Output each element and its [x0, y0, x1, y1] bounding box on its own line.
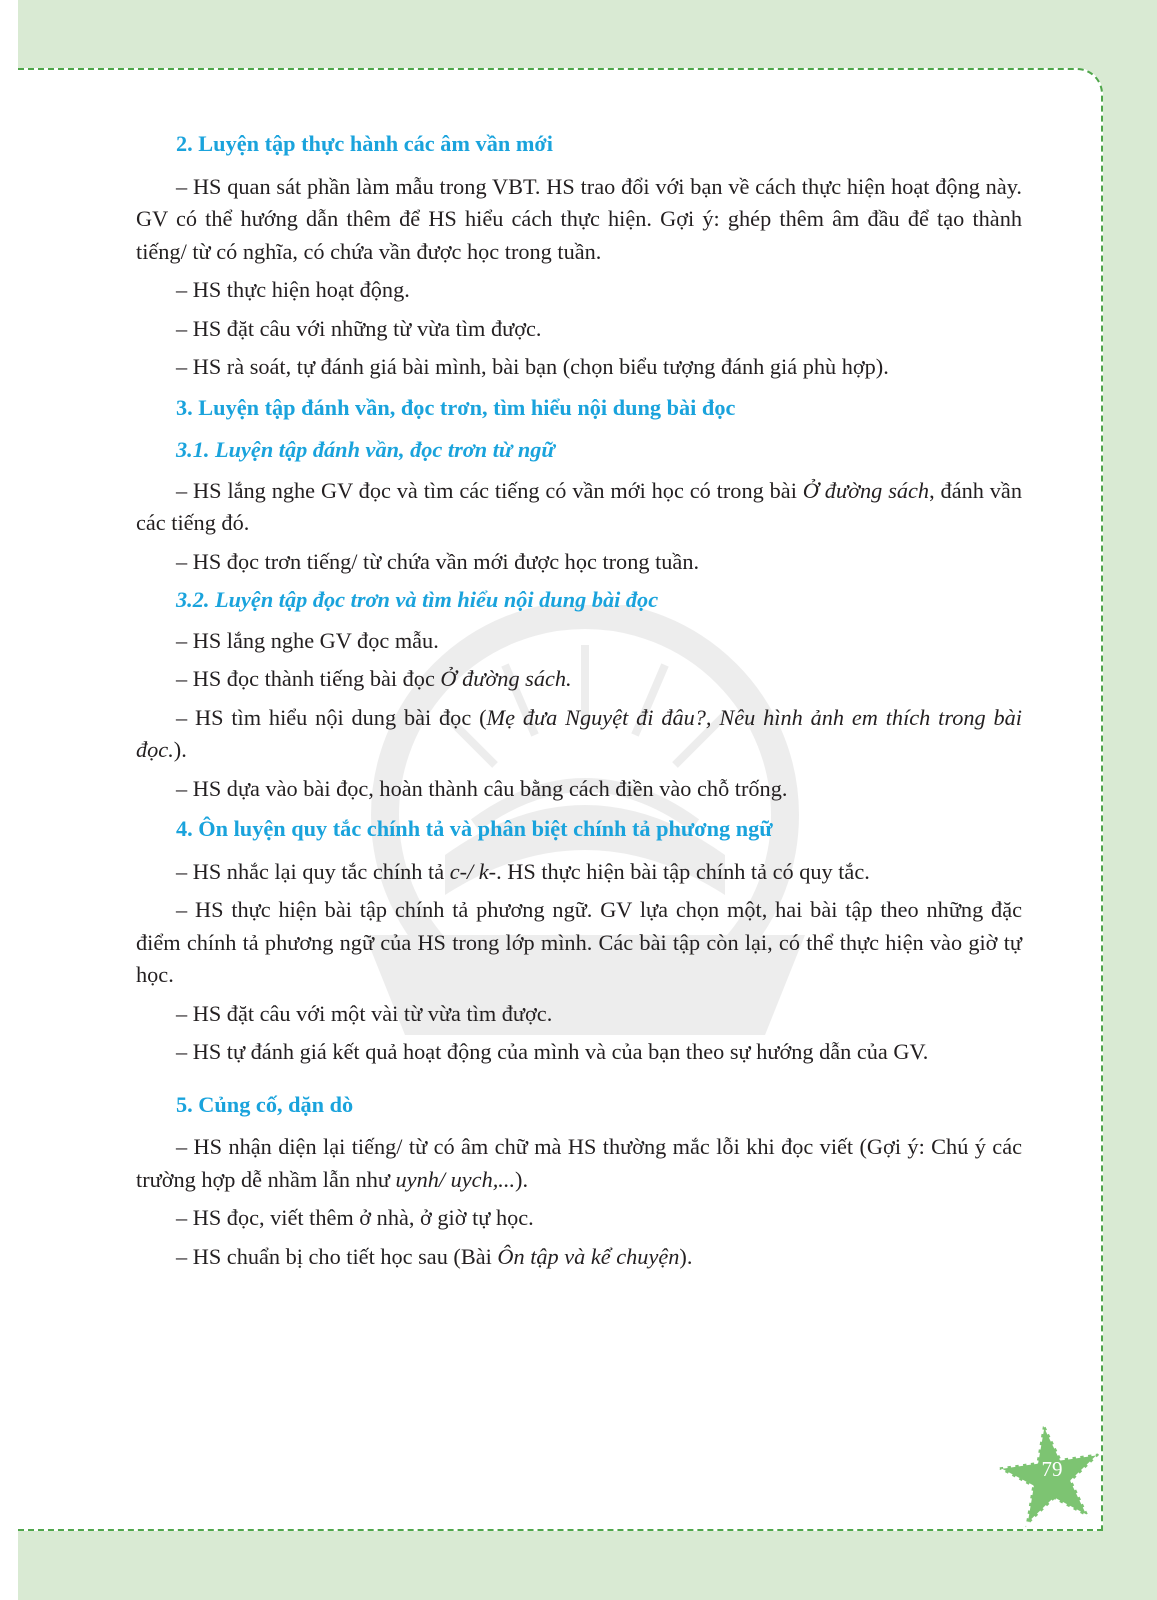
document-body: [136, 120, 1022, 1279]
paragraph: – HS thực hiện hoạt động.: [176, 277, 410, 302]
paragraph: [136, 663, 1022, 696]
paragraph: [136, 856, 1022, 889]
book-title: Ở đường sách: [802, 477, 930, 503]
paragraph: – HS đặt câu với những từ vừa tìm được.: [176, 315, 542, 341]
paragraph: [136, 702, 1022, 767]
paragraph: – HS đọc trơn tiếng/ từ chứa vần mới được học trong tuần.: [176, 548, 700, 574]
paragraph-text: – HS đọc thành tiếng bài đọc: [176, 666, 441, 691]
paragraph: – HS tự đánh giá kết quả hoạt động của mình và của bạn theo sự hướng dẫn của GV.: [176, 1039, 929, 1064]
paragraph: – HS đặt câu với một vài từ vừa tìm được.: [176, 1000, 553, 1026]
paragraph-text: ).: [173, 737, 187, 762]
spelling-rule: c-/ k-: [449, 858, 497, 884]
lesson-title: Ôn tập và kể chuyện: [497, 1243, 680, 1269]
book-title: Ở đường sách.: [440, 666, 572, 691]
section-heading: 3. Luyện tập đánh vần, đọc trơn, tìm hiểu nội dung bài đọc: [176, 394, 736, 420]
paragraph: [136, 1241, 1022, 1274]
paragraph: [136, 1131, 1022, 1196]
paragraph: – HS đọc, viết thêm ở nhà, ở giờ tự học.: [176, 1205, 534, 1230]
section-heading: 5. Củng cố, dặn dò: [176, 1091, 354, 1117]
paragraph: [136, 475, 1022, 540]
paragraph-text: ).: [679, 1243, 693, 1269]
example-text: uynh/ uych,...: [395, 1166, 516, 1192]
paragraph-text: – HS chuẩn bị cho tiết học sau (Bài: [176, 1243, 498, 1269]
paragraph-text: – HS tìm hiểu nội dung bài đọc (: [176, 704, 487, 730]
paragraph: – HS lắng nghe GV đọc mẫu.: [176, 627, 439, 653]
paragraph-text: . HS thực hiện bài tập chính tả có quy tắc.: [496, 858, 870, 884]
paragraph: – HS quan sát phần làm mẫu trong VBT. HS trao đổi với bạn về cách thực hiện hoạt động này. GV có thể hướng dẫn thêm để HS hiểu cách thực hiện. Gợi ý: ghép thêm âm đầu để tạo thành tiếng/ từ có nghĩa, có chứa vần được học trong tuần.: [136, 173, 1022, 264]
paragraph-text: – HS lắng nghe GV đọc và tìm các tiếng có vần mới học có trong bài: [176, 477, 803, 503]
section-heading: 4. Ôn luyện quy tắc chính tả và phân biệt chính tả phương ngữ: [176, 816, 773, 841]
paragraph-text: – HS nhận diện lại tiếng/ từ có âm chữ mà HS thường mắc lỗi khi đọc viết (Gợi ý: Chú ý các trường hợp dễ nhầm lẫn như: [136, 1134, 1022, 1192]
page-number: 79: [1041, 1457, 1063, 1481]
paragraph: – HS thực hiện bài tập chính tả phương ngữ. GV lựa chọn một, hai bài tập theo những đặc điểm chính tả phương ngữ của HS trong lớp mình. Các bài tập còn lại, có thể thực hiện vào giờ tự học.: [136, 897, 1022, 987]
paragraph-text: ).: [515, 1166, 529, 1192]
paragraph-text: , đánh vần các tiếng đó.: [136, 477, 1022, 535]
subsection-heading: 3.2. Luyện tập đọc trơn và tìm hiểu nội dung bài đọc: [176, 587, 659, 612]
paragraph-text: – HS nhắc lại quy tắc chính tả: [176, 858, 450, 884]
paragraph: – HS rà soát, tự đánh giá bài mình, bài bạn (chọn biểu tượng đánh giá phù hợp).: [176, 354, 889, 379]
page-left-strip: [0, 0, 18, 1600]
subsection-heading: 3.1. Luyện tập đánh vần, đọc trơn từ ngữ: [176, 437, 555, 462]
paragraph: – HS dựa vào bài đọc, hoàn thành câu bằng cách điền vào chỗ trống.: [176, 775, 788, 801]
reading-questions: Mẹ đưa Nguyệt đi đâu?, Nêu hình ảnh em thích trong bài đọc.: [136, 704, 1022, 762]
section-heading: 2. Luyện tập thực hành các âm vần mới: [176, 131, 553, 156]
